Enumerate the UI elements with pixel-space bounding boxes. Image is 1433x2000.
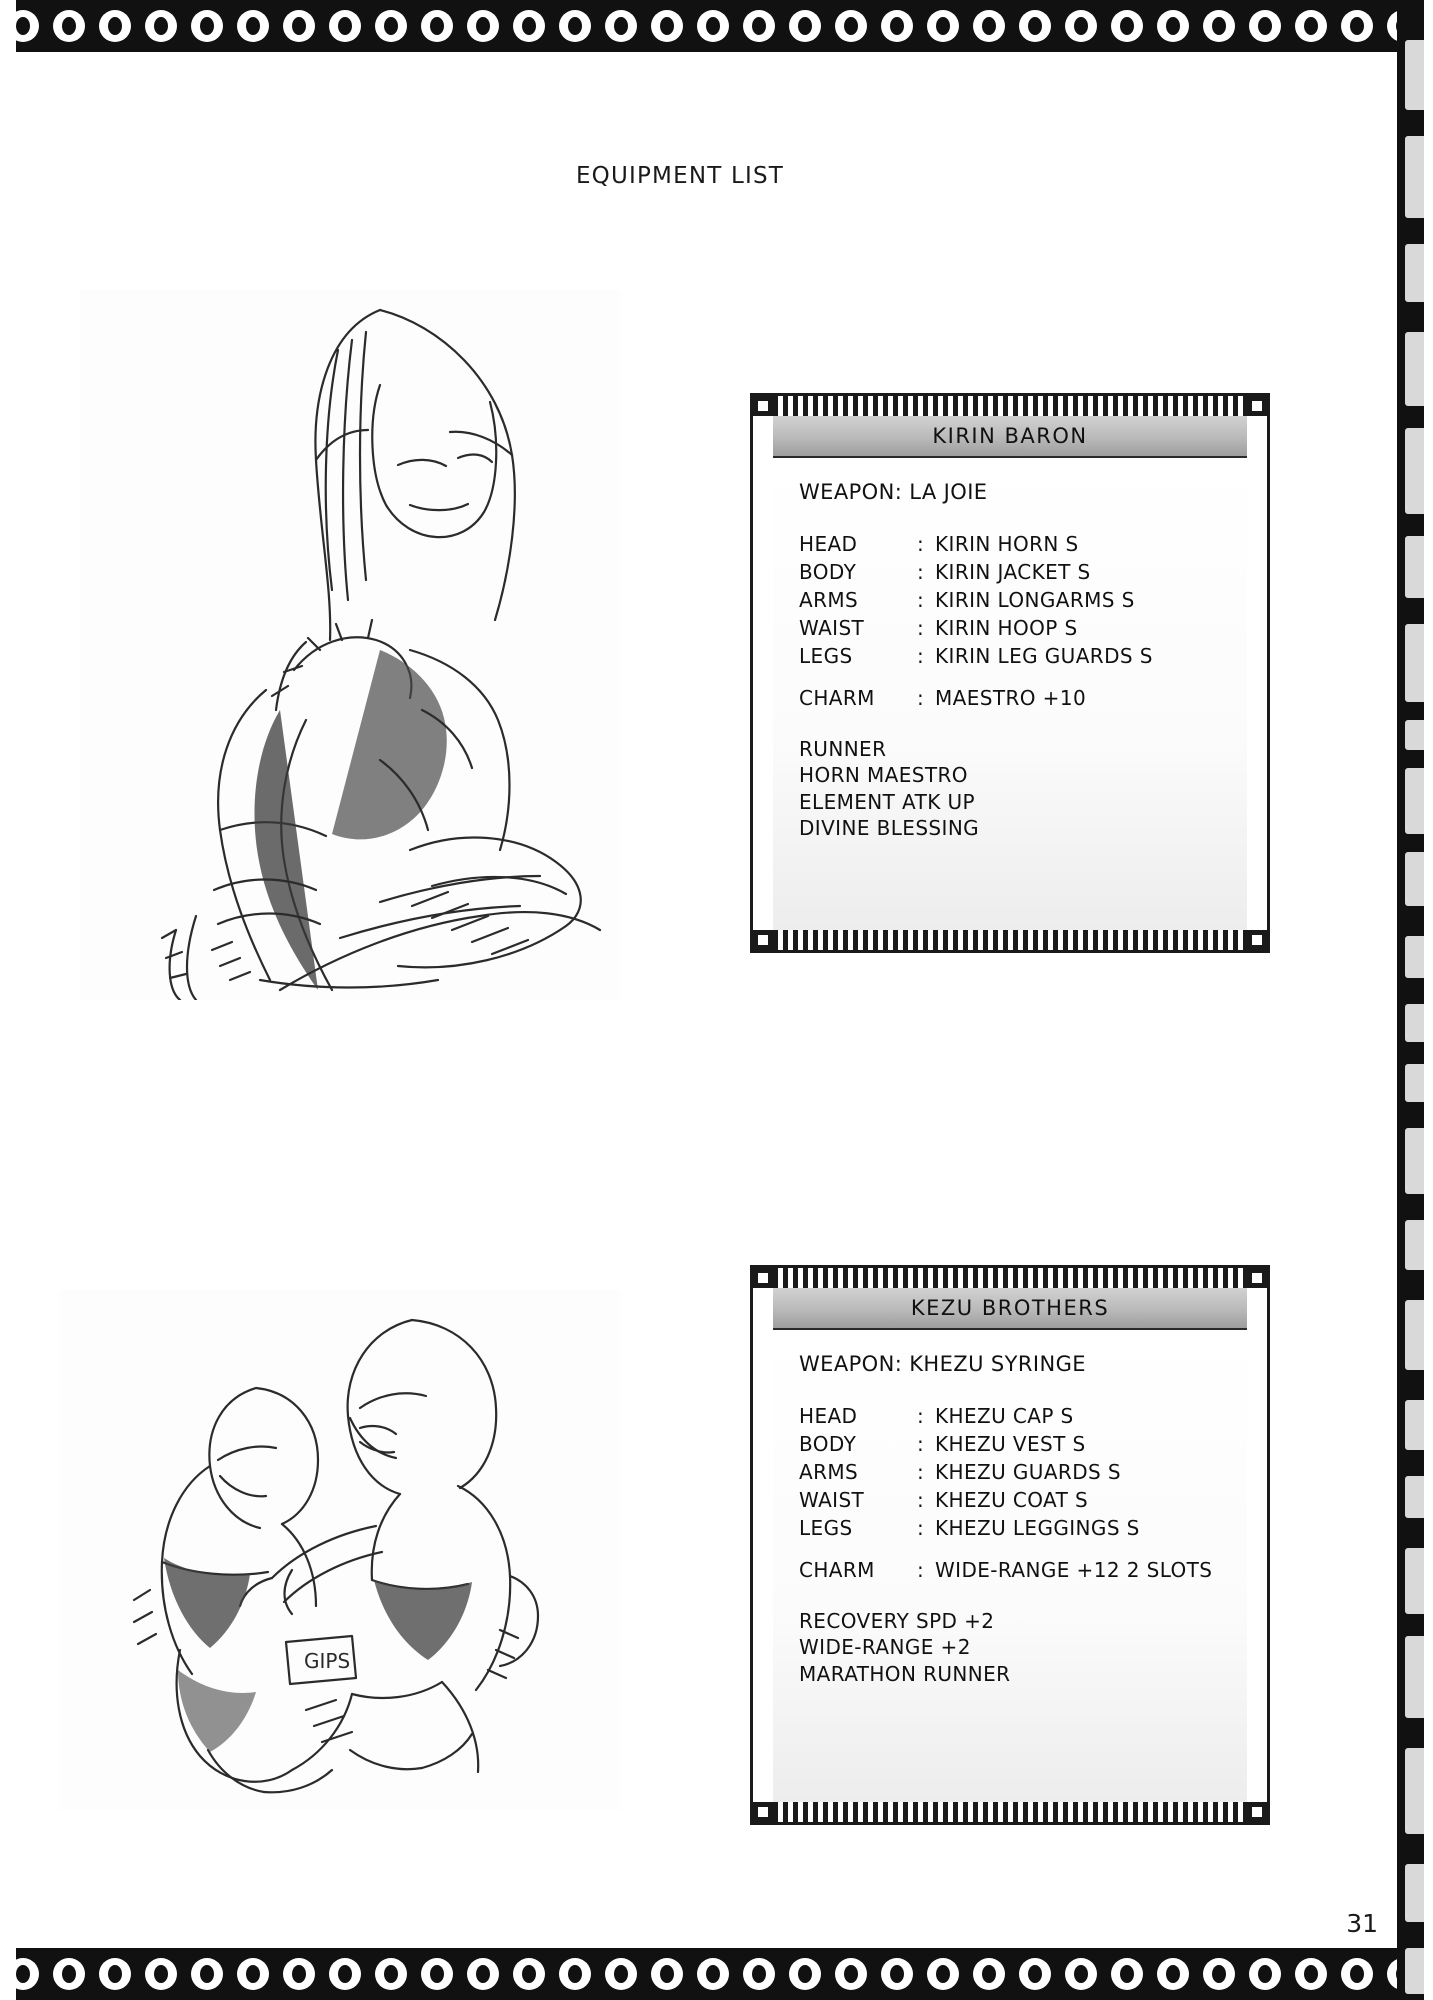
table-row — [799, 558, 1153, 586]
ornament-motif — [414, 3, 460, 49]
svg-text:GIPS: GIPS — [304, 1649, 351, 1673]
slot-value: KHEZU CAP S — [935, 1404, 1074, 1428]
charm-value: WIDE-RANGE +12 2 SLOTS — [935, 1558, 1213, 1582]
ornament-motif — [874, 1951, 920, 1997]
skill-item: DIVINE BLESSING — [799, 816, 980, 841]
ornament-motif — [966, 3, 1012, 49]
card-title: KIRIN BARON — [773, 416, 1247, 458]
ornament-motif — [690, 1951, 736, 1997]
table-row — [799, 642, 1153, 670]
ornament-motif — [138, 3, 184, 49]
skill-item: RECOVERY SPD +2 — [799, 1609, 995, 1633]
ornament-motif — [1104, 1951, 1150, 1997]
ornament-motif — [644, 3, 690, 49]
ornament-motif — [276, 3, 322, 49]
ornament-motif — [828, 1951, 874, 1997]
ornament-motif — [92, 1951, 138, 1997]
charm-separator: : — [917, 686, 925, 710]
card-hatch-bottom — [753, 930, 1267, 950]
slot-value: KHEZU GUARDS S — [935, 1460, 1121, 1484]
slot-label: ARMS — [799, 1460, 859, 1484]
ornament-motif — [184, 3, 230, 49]
ornament-motif — [368, 1951, 414, 1997]
ornament-motif — [1288, 1951, 1334, 1997]
ornament-motif — [1242, 1951, 1288, 1997]
charm-row — [799, 686, 1221, 710]
ornament-motif — [1012, 3, 1058, 49]
card-hatch-bottom — [753, 1802, 1267, 1822]
table-row — [799, 530, 1153, 558]
card-corner-bottom-right — [1247, 1802, 1267, 1822]
ornament-motif — [460, 3, 506, 49]
card-corner-top-left — [753, 1268, 773, 1288]
ornament-motif — [1334, 3, 1380, 49]
ornament-motif — [920, 3, 966, 49]
card-corner-bottom-left — [753, 930, 773, 950]
slot-separator: : — [917, 1488, 925, 1512]
slot-separator: : — [917, 560, 925, 584]
ornament-motif — [552, 3, 598, 49]
charm-value: MAESTRO +10 — [935, 686, 1087, 710]
ornament-motif — [552, 1951, 598, 1997]
card-body — [773, 416, 1247, 930]
charm-label: CHARM — [799, 1558, 875, 1582]
ornament-motif — [736, 3, 782, 49]
ornament-motif — [920, 1951, 966, 1997]
top-ornament-border — [0, 0, 1433, 52]
slot-separator: : — [917, 1460, 925, 1484]
ornament-motif — [322, 1951, 368, 1997]
slot-label: BODY — [799, 1432, 857, 1456]
ornament-motif — [414, 1951, 460, 1997]
ornament-motif — [368, 3, 414, 49]
slot-value: KHEZU COAT S — [935, 1488, 1089, 1512]
ornament-motif — [46, 1951, 92, 1997]
card-corner-bottom-right — [1247, 930, 1267, 950]
bottom-ornament-border — [0, 1948, 1433, 2000]
table-row — [799, 1430, 1140, 1458]
ornament-motif — [230, 3, 276, 49]
ornament-motif — [506, 3, 552, 49]
skill-list — [799, 1608, 1221, 1687]
ornament-motif — [1288, 3, 1334, 49]
slot-label: LEGS — [799, 1516, 853, 1540]
table-row — [799, 1402, 1140, 1430]
ornament-motif — [460, 1951, 506, 1997]
ornament-motif — [828, 3, 874, 49]
ornament-motif — [644, 1951, 690, 1997]
card-corner-top-left — [753, 396, 773, 416]
slot-label: LEGS — [799, 644, 853, 668]
card-content — [773, 458, 1247, 930]
card-content — [773, 1330, 1247, 1802]
charm-row — [799, 1558, 1221, 1582]
skill-item: RUNNER — [799, 737, 887, 761]
skill-item: WIDE-RANGE +2 — [799, 1635, 971, 1660]
card-hatch-top — [753, 1268, 1267, 1288]
ornament-motif — [1334, 1951, 1380, 1997]
slot-separator: : — [917, 588, 925, 612]
page-left-margin — [0, 0, 16, 2000]
ornament-motif — [598, 3, 644, 49]
ornament-motif — [782, 1951, 828, 1997]
skill-item: ELEMENT ATK UP — [799, 789, 975, 814]
equipment-slot-table — [799, 530, 1153, 670]
skill-item: MARATHON RUNNER — [799, 1661, 1011, 1686]
card-body — [773, 1288, 1247, 1802]
table-row — [799, 1458, 1140, 1486]
ornament-motif — [874, 3, 920, 49]
slot-separator: : — [917, 1516, 925, 1540]
card-corner-top-right — [1247, 1268, 1267, 1288]
equipment-card-kezu-brothers — [750, 1265, 1270, 1825]
slot-label: BODY — [799, 560, 857, 584]
table-row — [799, 1486, 1140, 1514]
ornament-motif — [184, 1951, 230, 1997]
ornament-motif — [690, 3, 736, 49]
ornament-motif — [966, 1951, 1012, 1997]
weapon-line: WEAPON: KHEZU SYRINGE — [799, 1352, 1086, 1376]
ornament-motif — [92, 3, 138, 49]
ornament-motif — [276, 1951, 322, 1997]
card-title: KEZU BROTHERS — [773, 1288, 1247, 1330]
equipment-slot-table — [799, 1402, 1140, 1542]
slot-separator: : — [917, 1404, 925, 1428]
table-row — [799, 586, 1153, 614]
ornament-motif — [1196, 1951, 1242, 1997]
ornament-motif — [1058, 3, 1104, 49]
equipment-card-kirin-baron — [750, 393, 1270, 953]
illustration-hunter-kirin — [80, 290, 620, 1000]
ornament-motif — [1196, 3, 1242, 49]
slot-separator: : — [917, 616, 925, 640]
ornament-motif — [1058, 1951, 1104, 1997]
ornament-motif — [138, 1951, 184, 1997]
slot-label: WAIST — [799, 1488, 865, 1512]
card-corner-top-right — [1247, 396, 1267, 416]
slot-label: WAIST — [799, 616, 865, 640]
table-row — [799, 614, 1153, 642]
ornament-motif — [1150, 1951, 1196, 1997]
ornament-motif — [46, 3, 92, 49]
ornament-motif — [598, 1951, 644, 1997]
ornament-motif — [1150, 3, 1196, 49]
slot-label: HEAD — [799, 1404, 858, 1428]
slot-value: KHEZU LEGGINGS S — [935, 1516, 1140, 1540]
ornament-motif — [1012, 1951, 1058, 1997]
ornament-motif — [506, 1951, 552, 1997]
card-corner-bottom-left — [753, 1802, 773, 1822]
weapon-line: WEAPON: LA JOIE — [799, 480, 988, 504]
skill-item: HORN MAESTRO — [799, 763, 968, 788]
slot-label: HEAD — [799, 532, 858, 556]
ornament-motif — [322, 3, 368, 49]
skill-list — [799, 736, 1221, 842]
illustration-hunters-khezu — [60, 1290, 620, 1810]
slot-value: KIRIN JACKET S — [935, 560, 1091, 584]
page-title: EQUIPMENT LIST — [575, 163, 785, 189]
slot-value: KIRIN HOOP S — [935, 616, 1078, 640]
page-number: 31 — [1346, 1909, 1378, 1938]
ornament-motif — [1242, 3, 1288, 49]
slot-value: KIRIN LEG GUARDS S — [935, 644, 1153, 668]
slot-value: KIRIN LONGARMS S — [935, 588, 1135, 612]
slot-separator: : — [917, 532, 925, 556]
ornament-motif — [736, 1951, 782, 1997]
slot-separator: : — [917, 644, 925, 668]
card-hatch-top — [753, 396, 1267, 416]
ornament-motif — [1104, 3, 1150, 49]
slot-value: KHEZU VEST S — [935, 1432, 1086, 1456]
charm-label: CHARM — [799, 686, 875, 710]
page-right-margin — [1424, 0, 1433, 2000]
ornament-motif — [782, 3, 828, 49]
charm-separator: : — [917, 1558, 925, 1582]
ornament-motif — [230, 1951, 276, 1997]
table-row — [799, 1514, 1140, 1542]
slot-label: ARMS — [799, 588, 859, 612]
slot-separator: : — [917, 1432, 925, 1456]
slot-value: KIRIN HORN S — [935, 532, 1079, 556]
